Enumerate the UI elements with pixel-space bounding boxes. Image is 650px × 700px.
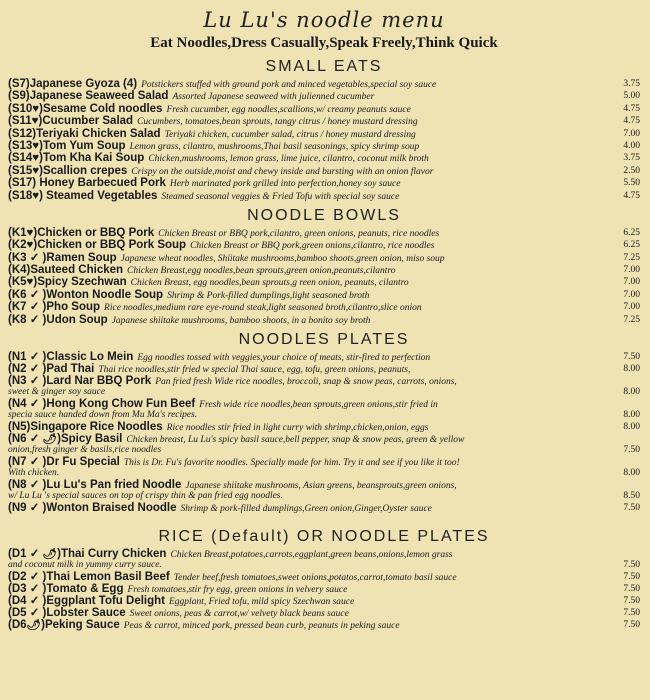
menu-item-name: (K6 ✓ )Wonton Noodle Soup bbox=[8, 288, 164, 301]
menu-item-description: Fresh tomatoes,stir fry egg, green onions in velvery sauce bbox=[127, 585, 348, 596]
menu-item-price: 8.50 bbox=[623, 491, 640, 502]
menu-item-description: Chicken Breast,potatoes,carrots,eggplant,green beans,onions,lemon grass bbox=[170, 550, 453, 561]
menu-item-description: Tender beef,fresh tomatoes,sweet onions,potatos,carrot,tomato basil sauce bbox=[173, 573, 457, 584]
menu-item-description-continued: sweet & ginger soy sauce bbox=[8, 387, 106, 398]
menu-item-price: 7.50 bbox=[623, 620, 640, 631]
noodles-plates-list bbox=[8, 351, 640, 514]
menu-item-price: 5.00 bbox=[623, 91, 640, 102]
menu-item-name: (D4 ✓ )Eggplant Tofu Delight bbox=[8, 595, 165, 608]
menu-item-price: 8.00 bbox=[623, 410, 640, 421]
menu-item bbox=[8, 595, 640, 607]
menu-item-price: 7.50 bbox=[623, 596, 640, 607]
small-eats-list bbox=[8, 78, 640, 202]
menu-item-description: Japanese wheat noodles, Shiitake mushrooms,bamboo shoots,green onion, miso soup bbox=[120, 253, 445, 264]
menu-item-price: 7.00 bbox=[623, 302, 640, 313]
menu-item-price: 3.75 bbox=[623, 153, 640, 164]
menu-item-price: 4.75 bbox=[623, 116, 640, 127]
menu-item-price: 8.00 bbox=[623, 364, 640, 375]
menu-item-description-continued: specia sauce handed down from Mu Ma's recipes. bbox=[8, 410, 198, 421]
menu-tagline: Eat Noodles,Dress Casually,Speak Freely,Think Quick bbox=[150, 35, 498, 51]
menu-item-description: Herb marinated pork grilled into perfection,honey soy sauce bbox=[169, 179, 401, 190]
menu-item-price: 7.25 bbox=[623, 314, 640, 325]
menu-item bbox=[8, 301, 640, 313]
menu-item bbox=[8, 78, 640, 90]
menu-item-description: Thai rice noodles,stir fried w special Thai sauce, egg, tofu, green onions, peanuts, bbox=[98, 365, 411, 376]
menu-item-description: Crispy on the outside,moist and chewy inside and bursting with an onion flavor bbox=[131, 166, 434, 177]
menu-item bbox=[8, 583, 640, 595]
menu-item-price: 4.00 bbox=[623, 140, 640, 151]
menu-item-name: (N9 ✓ )Wonton Braised Noodle bbox=[8, 502, 177, 515]
menu-item-price: 7.00 bbox=[623, 128, 640, 139]
menu-item-price: 7.50 bbox=[623, 560, 640, 571]
menu-item-name: (K8 ✓ )Udon Soup bbox=[8, 313, 108, 326]
menu-item bbox=[8, 363, 640, 375]
menu-item-price: 6.25 bbox=[623, 227, 640, 238]
menu-item-price: 7.50 bbox=[623, 584, 640, 595]
menu-item-description: Chicken Breast, egg noodles,bean sprouts,g reen onion, peanuts, cilantro bbox=[130, 278, 409, 289]
menu-item-price: 7.50 bbox=[623, 503, 640, 514]
menu-item-description: Sweet onions, peas & carrot,w/ velvety black beans sauce bbox=[129, 609, 349, 620]
menu-item-description-continued: With chicken. bbox=[8, 468, 60, 479]
menu-item-description: Fresh wide rice noodles,bean sprouts,green onions,stir fried in bbox=[199, 400, 438, 411]
menu-item-name: (D5 ✓ )Lobster Sauce bbox=[8, 607, 126, 620]
menu-item-name: (S14♥)Tom Kha Kai Soup bbox=[8, 152, 145, 165]
menu-item bbox=[8, 165, 640, 177]
menu-item-name: (D2 ✓ )Thai Lemon Basil Beef bbox=[8, 571, 170, 584]
menu-item-name: (N1 ✓ )Classic Lo Mein bbox=[8, 351, 134, 364]
menu-item-price: 7.00 bbox=[623, 265, 640, 276]
menu-item-name: (N3 ✓ )Lard Nar BBQ Pork bbox=[8, 375, 152, 388]
menu-item bbox=[8, 571, 640, 583]
menu-item bbox=[8, 128, 640, 140]
menu-item-name: (S9)Japanese Seaweed Salad bbox=[8, 90, 169, 103]
menu-item-name: (K5♥)Spicy Szechwan bbox=[8, 276, 127, 289]
section-title-noodle-bowls: NOODLE BOWLS bbox=[247, 206, 401, 224]
menu-item-name: (K3 ✓ )Ramen Soup bbox=[8, 251, 117, 264]
menu-item bbox=[8, 398, 640, 421]
section-title-small-eats: SMALL EATS bbox=[265, 58, 383, 75]
menu-item-price: 8.00 bbox=[623, 422, 640, 433]
menu-item-description: Eggplant, Fried tofu, mild spicy Szechwan sauce bbox=[169, 597, 355, 608]
menu-item bbox=[8, 90, 640, 102]
menu-item-description-continued: and coconut milk in yummy curry sauce. bbox=[8, 560, 162, 571]
menu-item bbox=[8, 140, 640, 152]
menu-item-description: Teriyaki chicken, cucumber salad, citrus / honey mustard dressing bbox=[164, 129, 416, 140]
menu-item-name: (D1 ✓ 🌶)Thai Curry Chicken bbox=[8, 548, 167, 561]
menu-item-name: (N4 ✓ )Hong Kong Chow Fun Beef bbox=[8, 398, 196, 411]
menu-item-name: (N2 ✓ )Pad Thai bbox=[8, 363, 95, 376]
menu-item bbox=[8, 103, 640, 115]
menu-item-price: 8.00 bbox=[623, 468, 640, 479]
menu-item-description: Lemon grass, cilantro, mushrooms,Thai basil seasonings, spicy shrimp soup bbox=[129, 141, 420, 152]
menu-item bbox=[8, 619, 640, 631]
menu-item-price: 7.50 bbox=[623, 608, 640, 619]
menu-item-description: Egg noodles tossed with veggies,your choice of meats, stir-fired to perfection bbox=[137, 353, 431, 364]
menu-item-description: Chicken Breast or BBQ pork,green onions,cilantro, rice noodles bbox=[190, 241, 435, 252]
menu-item-price: 7.00 bbox=[623, 277, 640, 288]
menu-item bbox=[8, 289, 640, 301]
menu-item-description: Chicken Breast,egg noodles,bean sprouts,green onion,peanuts,cilantro bbox=[127, 266, 396, 277]
menu-item-name: (D6🌶)Peking Sauce bbox=[8, 619, 120, 632]
menu-item-name: (S17) Honey Barbecued Pork bbox=[8, 177, 166, 190]
menu-item bbox=[8, 502, 640, 514]
menu-item bbox=[8, 152, 640, 164]
menu-item bbox=[8, 252, 640, 264]
menu-item-description: Peas & carrot, minced pork, pressed bean curb, peanuts in peking sauce bbox=[123, 621, 400, 632]
noodle-bowls-list bbox=[8, 227, 640, 326]
menu-item-price: 6.25 bbox=[623, 240, 640, 251]
menu-item bbox=[8, 115, 640, 127]
menu-item-name: (K1♥)Chicken or BBQ Pork bbox=[8, 226, 155, 239]
menu-item bbox=[8, 351, 640, 363]
menu-title: Lu Lu's noodle menu bbox=[203, 8, 445, 32]
menu-item-description: Japanese shiitake mushrooms, bamboo shoots, in a bonito soy broth bbox=[111, 315, 371, 326]
menu-item-description: Cucumbers, tomatoes,bean sprouts, tangy citrus / honey mustard dressing bbox=[137, 117, 418, 128]
menu-item bbox=[8, 239, 640, 251]
menu-item-price: 8.00 bbox=[623, 387, 640, 398]
menu-item-description: Rice noodles stir fried in light curry with shrimp,chicken,onion, eggs bbox=[166, 423, 429, 434]
menu-item-name: (N7 ✓ )Dr Fu Special bbox=[8, 456, 120, 469]
menu-item-name: (K2♥)Chicken or BBQ Pork Soup bbox=[8, 239, 187, 252]
menu-item-description: Potstickers stuffed with ground pork and minced vegetables,special soy sauce bbox=[141, 80, 437, 90]
section-title-rice-plates: RICE (Default) OR NOODLE PLATES bbox=[158, 528, 490, 546]
menu-item bbox=[8, 433, 640, 456]
menu-item-name: (S15♥)Scallion crepes bbox=[8, 164, 128, 177]
menu-item-name: (D3 ✓ )Tomato & Egg bbox=[8, 583, 124, 596]
menu-item-name: (N6 ✓ 🌶)Spicy Basil bbox=[8, 433, 123, 446]
menu-item bbox=[8, 421, 640, 433]
menu-item bbox=[8, 177, 640, 189]
menu-item-name: (S7)Japanese Gyoza (4) bbox=[8, 78, 138, 90]
menu-item-price: 7.25 bbox=[623, 252, 640, 263]
menu-item-name: (S13♥)Tom Yum Soup bbox=[8, 139, 126, 152]
menu-item-description: Rice noodles,medium rare eye-round steak,light seasoned broth,cilantro,slice onion bbox=[104, 303, 422, 314]
menu-item bbox=[8, 479, 640, 502]
menu-item-name: (K4)Sauteed Chicken bbox=[8, 264, 124, 277]
menu-item-description: Chicken Breast or BBQ pork,cilantro, green onions, peanuts, rice noodles bbox=[158, 228, 440, 239]
menu-item bbox=[8, 190, 640, 202]
menu-item-description: Chicken,mushrooms, lemon grass, lime juice, cilantro, coconut milk broth bbox=[148, 154, 429, 165]
menu-item-description: Shrimp & Pork-filled dumplings,light seasoned broth bbox=[167, 290, 370, 301]
menu-item bbox=[8, 227, 640, 239]
menu-item-price: 4.75 bbox=[623, 190, 640, 201]
menu-item-price: 3.75 bbox=[623, 79, 640, 89]
menu-item-price: 7.50 bbox=[623, 352, 640, 363]
menu-item-name: (S12)Teriyaki Chicken Salad bbox=[8, 127, 161, 140]
menu-item-price: 2.50 bbox=[623, 165, 640, 176]
menu-item-price: 7.50 bbox=[623, 572, 640, 583]
menu-item-price: 7.00 bbox=[623, 289, 640, 300]
section-title-noodles-plates: NOODLES PLATES bbox=[238, 331, 410, 349]
menu-item-description: This is Dr. Fu's favorite noodles. Specially made for him. Try it and see if you like it too! bbox=[123, 458, 460, 469]
menu-item-description: Chicken breast, Lu Lu's spicy basil sauce,bell pepper, snap & snow peas, green & yellow bbox=[126, 435, 465, 446]
menu-item-name: (S10♥)Sesame Cold noodles bbox=[8, 102, 163, 115]
menu-item-price: 5.50 bbox=[623, 178, 640, 189]
menu-item-description-continued: w/ Lu Lu 's special sauces on top of crispy thin & pan fried egg noodles. bbox=[8, 491, 283, 502]
menu-item bbox=[8, 375, 640, 398]
menu-item bbox=[8, 264, 640, 276]
menu-item bbox=[8, 314, 640, 326]
menu-item-description: Pan fried fresh Wide rice noodles, broccoli, snap & snow peas, carrots, onions, bbox=[155, 377, 457, 388]
menu-item bbox=[8, 548, 640, 571]
menu-item-name: (S11♥)Cucumber Salad bbox=[8, 115, 134, 128]
menu-item bbox=[8, 276, 640, 288]
menu-item bbox=[8, 456, 640, 479]
menu-item-name: (N8 ✓ )Lu Lu's Pan fried Noodle bbox=[8, 479, 182, 492]
menu-item-description: Japanese shiitake mushrooms, Asian greens, beansprouts,green onions, bbox=[185, 481, 457, 492]
menu-item-name: (N5)Singapore Rice Noodles bbox=[8, 421, 163, 434]
menu-item-price: 4.75 bbox=[623, 103, 640, 114]
menu-item-description: Steamed seasonal veggies & Fried Tofu with special soy sauce bbox=[161, 191, 400, 202]
rice-plates-list bbox=[8, 548, 640, 631]
menu-item-description: Shrimp & pork-filled dumplings,Green onion,Ginger,Oyster sauce bbox=[180, 504, 432, 515]
menu-item-description: Fresh cucumber, egg noodles,scallions,w/ creamy peanuts sauce bbox=[166, 104, 411, 115]
menu-item-name: (K7 ✓ )Pho Soup bbox=[8, 301, 101, 314]
menu-item-name: (S18♥) Steamed Vegetables bbox=[8, 189, 158, 202]
menu-item bbox=[8, 607, 640, 619]
menu-item-description: Assorted Japanese seaweed with julienned cucumber bbox=[172, 92, 375, 103]
menu-item-price: 7.50 bbox=[623, 445, 640, 456]
menu-item-description-continued: onion,fresh ginger & basils,rice noodles bbox=[8, 445, 162, 456]
